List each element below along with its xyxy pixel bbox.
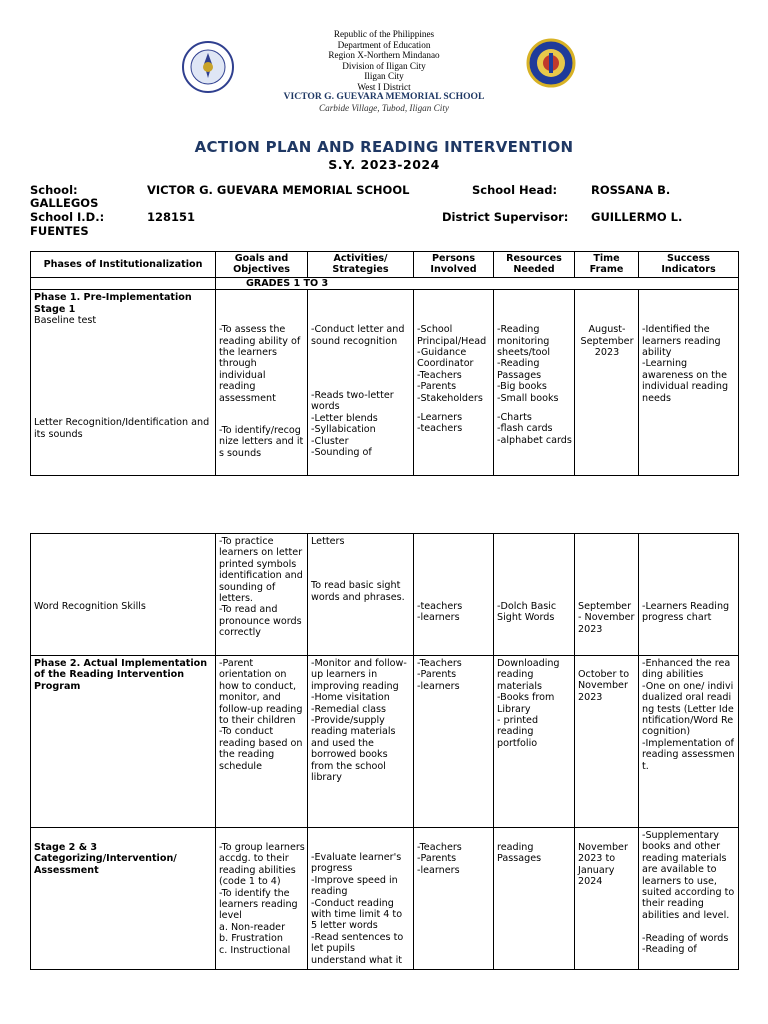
school-id-label: School I.D.: — [30, 210, 105, 224]
district-supervisor-value: GUILLERMO L. — [591, 210, 683, 224]
letterhead-line: Division of Iligan City — [342, 60, 426, 71]
resources-cell — [494, 656, 575, 828]
action-plan-table-page-2 — [30, 533, 739, 970]
success-cell — [639, 656, 739, 828]
letterhead-line: Republic of the Philippines — [333, 29, 435, 39]
school-name: VICTOR G. GUEVARA MEMORIAL SCHOOL — [283, 91, 485, 102]
goals-text: -To assess the reading ability of the learners through individual reading assessment — [219, 324, 301, 404]
activities-cell — [308, 828, 414, 970]
activities-cell — [308, 534, 414, 656]
phase-cell — [31, 656, 216, 828]
header-goals: Goals and Objectives — [216, 252, 308, 278]
school-year: S.Y. 2023-2024 — [328, 157, 440, 172]
persons-text-2: -Learners -teachers — [417, 412, 463, 435]
resources-text: -Reading monitoring sheets/tool -Reading Passages -Big books -Small books — [497, 324, 559, 404]
goals-cell — [216, 656, 308, 828]
table-row — [31, 656, 739, 828]
activities-text: -Evaluate learner's progress -Improve speed in reading -Conduct reading with time limit 4 to 5 letter words -Read sentences to let pupils understand what it — [311, 852, 404, 966]
persons-cell — [414, 290, 494, 476]
success-text: -Identified the learners reading ability -Learning awareness on the individual reading needs — [642, 324, 729, 404]
school-address: Carbide Village, Tubod, Iligan City — [319, 102, 449, 113]
grade-band-row — [31, 277, 739, 289]
table-header-row — [31, 252, 739, 278]
header-resources: Resources Needed — [494, 252, 575, 278]
word-recognition: Word Recognition Skills — [34, 601, 146, 612]
baseline-test: Baseline test — [34, 315, 97, 327]
resources-text-2: -Charts -flash cards -alphabet cards — [497, 412, 572, 446]
success-cell — [639, 290, 739, 476]
letterhead — [0, 29, 768, 113]
time-text: August-September 2023 — [580, 324, 634, 359]
school-id-value: 128151 — [147, 210, 196, 224]
header-activities: Activities/ Strategies — [308, 252, 414, 278]
time-cell — [575, 534, 639, 656]
goals-text: -To practice learners on letter printed symbols identification and sounding of letters. -To read and pronounce words correctly — [219, 536, 303, 639]
success-text: -Supplementary books and other reading materials are available to learners to use, suited according to their reading abilities and level. -Reading of words -Reading of — [642, 830, 735, 956]
goals-text: -To group learners accdg. to their reading abilities (code 1 to 4) -To identify the learners reading level a. Non-reader b. Frustration c. Instructional — [219, 842, 305, 956]
table-row — [31, 534, 739, 656]
header-persons: Persons Involved — [414, 252, 494, 278]
success-text: -Learners Reading progress chart — [642, 601, 730, 624]
district-supervisor-label: District Supervisor: — [442, 210, 569, 224]
grade-band: GRADES 1 TO 3 — [216, 277, 739, 289]
persons-cell — [414, 656, 494, 828]
school-head-label: School Head: — [472, 183, 558, 197]
activities-text: -Conduct letter and sound recognition — [311, 324, 405, 347]
goals-text: -Parent orientation on how to conduct, monitor, and follow-up reading to their children -To conduct reading based on the reading schedule — [219, 658, 303, 772]
persons-text: -teachers -learners — [417, 601, 463, 624]
school-label: School: — [30, 183, 78, 197]
time-text: September - November 2023 — [578, 601, 635, 635]
activities-text: -Monitor and follow-up learners in improving reading -Home visitation -Remedial class -Provide/supply reading materials and used the borrowed books from the school library — [311, 658, 407, 784]
resources-text: Downloading reading materials -Books from Library - printed reading portfolio — [497, 658, 560, 749]
action-plan-table-page-1 — [30, 251, 739, 476]
goals-cell — [216, 828, 308, 970]
stage-2-3-title: Stage 2 & 3 Categorizing/Intervention/ Assessment — [34, 842, 177, 876]
activities-cell — [308, 290, 414, 476]
time-text: October to November 2023 — [578, 669, 630, 703]
resources-cell — [494, 534, 575, 656]
school-value: VICTOR G. GUEVARA MEMORIAL SCHOOL — [147, 183, 410, 197]
phase-cell — [31, 828, 216, 970]
activities-text: To read basic sight words and phrases. — [311, 580, 405, 603]
district-supervisor-value-cont: FUENTES — [30, 224, 89, 238]
phase-2-title: Phase 2. Actual Implementation of the Reading Intervention Program — [34, 658, 208, 692]
activities-text-2: -Reads two-letter words -Letter blends -Syllabication -Cluster -Sounding of — [311, 390, 394, 459]
letterhead-line: Department of Education — [337, 39, 431, 50]
resources-text: -Dolch Basic Sight Words — [497, 601, 557, 624]
activities-top: Letters — [311, 536, 345, 547]
header-time-frame: Time Frame — [575, 252, 639, 278]
success-text: -Enhanced the reading abilities -One on one/ individualized oral reading tests (Letter Identification/Word Recognition) -Implementation of reading assessment. — [642, 658, 735, 772]
header-success: Success Indicators — [639, 252, 739, 278]
resources-text: reading Passages — [497, 842, 542, 865]
persons-text: -Teachers -Parents -learners — [417, 658, 462, 692]
school-head-value: ROSSANA B. — [591, 183, 671, 197]
table-row — [31, 828, 739, 970]
time-cell — [575, 656, 639, 828]
time-text: November 2023 to January 2024 — [578, 842, 628, 888]
time-cell — [575, 290, 639, 476]
letterhead-line: Region X-Northern Mindanao — [328, 50, 440, 60]
persons-text: -School Principal/Head -Guidance Coordinator -Teachers -Parents -Stakeholders — [417, 324, 487, 404]
phase-cell — [31, 290, 216, 476]
phase-1-title: Phase 1. Pre-Implementation Stage 1 — [34, 292, 192, 315]
goals-cell — [216, 534, 308, 656]
phase-cell — [31, 534, 216, 656]
resources-cell — [494, 828, 575, 970]
document-title: ACTION PLAN AND READING INTERVENTION — [194, 138, 574, 156]
resources-cell — [494, 290, 575, 476]
goals-text-2: -To identify/recognize letters and its sounds — [219, 425, 304, 459]
table-row — [31, 290, 739, 476]
success-cell — [639, 828, 739, 970]
goals-cell — [216, 290, 308, 476]
persons-cell — [414, 828, 494, 970]
success-cell — [639, 534, 739, 656]
letter-recognition: Letter Recognition/Identification and its sounds — [34, 417, 210, 440]
letterhead-line: Iligan City — [364, 71, 404, 81]
school-head-value-cont: GALLEGOS — [30, 196, 99, 210]
persons-cell — [414, 534, 494, 656]
activities-cell — [308, 656, 414, 828]
letterhead-line: West I District — [357, 81, 411, 92]
header-phases: Phases of Institutionalization — [31, 252, 216, 278]
persons-text: -Teachers -Parents -learners — [417, 842, 462, 876]
time-cell — [575, 828, 639, 970]
